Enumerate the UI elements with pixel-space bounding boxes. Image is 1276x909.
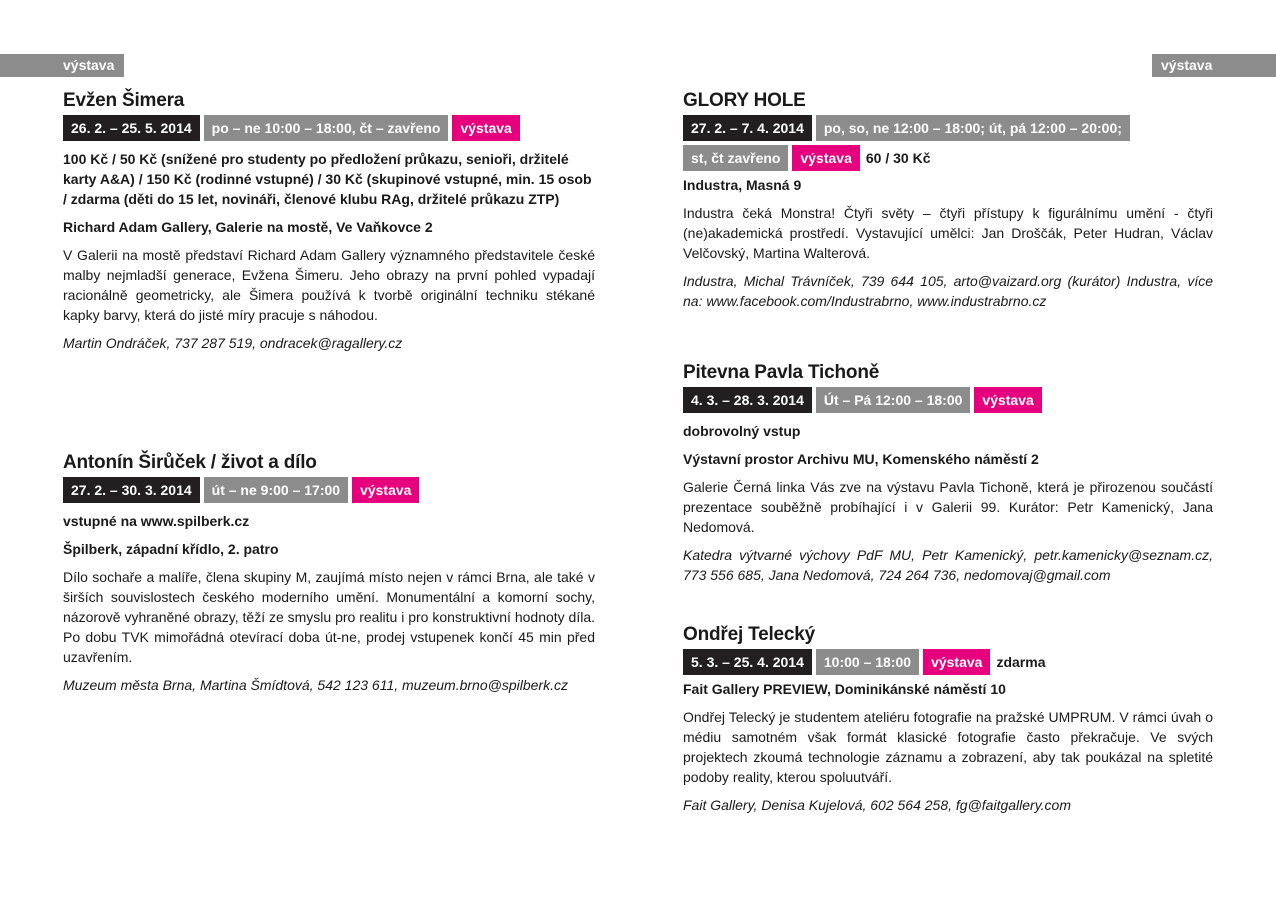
event-tags bbox=[63, 477, 595, 507]
entry-fee: 100 Kč / 50 Kč (snížené pro studenty po předložení průkazu, senioři, držitelé karty A&A) / 150 Kč (rodinné vstupné) / 30 Kč (skupinové vstupné, min. 15 osob / zdarma (děti do 15 let, novináři, členové klubu RAg, držitelé průkazu ZTP) bbox=[63, 151, 592, 207]
hours-badge: po – ne 10:00 – 18:00, čt – zavřeno bbox=[204, 115, 449, 141]
section-tab-left: výstava bbox=[0, 54, 124, 77]
date-badge: 27. 2. – 30. 3. 2014 bbox=[63, 477, 200, 503]
type-badge: výstava bbox=[792, 145, 859, 171]
hours-badge: út – ne 9:00 – 17:00 bbox=[204, 477, 348, 503]
contact: Industra, Michal Trávníček, 739 644 105, arto@vaizard.org (kurátor) Industra, více na: www.facebook.com/Industrabrno, www.industrabrno.cz bbox=[683, 273, 1213, 309]
description: Industra čeká Monstra! Čtyři světy – čtyři přístupy k figurálnímu umění - čtyři (ne)akademická prostředí. Vystavující umělci: Jan Droščák, Peter Hudran, Václav Velčovský, Martina Walterová. bbox=[683, 205, 1213, 261]
event-tags bbox=[683, 387, 1213, 417]
event-tags bbox=[63, 115, 595, 145]
event-tags bbox=[683, 649, 1213, 679]
event-glory-hole bbox=[683, 89, 1213, 311]
type-badge: výstava bbox=[352, 477, 419, 503]
contact: Fait Gallery, Denisa Kujelová, 602 564 258, fg@faitgallery.com bbox=[683, 797, 1072, 813]
event-telecky bbox=[683, 623, 1213, 815]
hours-extra-badge: st, čt zavřeno bbox=[683, 145, 788, 171]
type-badge: výstava bbox=[974, 387, 1041, 413]
venue: Fait Gallery PREVIEW, Dominikánské náměstí 10 bbox=[683, 681, 1006, 697]
hours-badge: po, so, ne 12:00 – 18:00; út, pá 12:00 – 20:00; bbox=[816, 115, 1130, 141]
event-title: GLORY HOLE bbox=[683, 90, 806, 111]
venue: Richard Adam Gallery, Galerie na mostě, Ve Vaňkovce 2 bbox=[63, 219, 433, 235]
event-simera bbox=[63, 89, 595, 353]
event-title: Antonín Širůček / život a dílo bbox=[63, 452, 317, 473]
price-inline: zdarma bbox=[996, 654, 1046, 670]
entry-fee: vstupné na www.spilberk.cz bbox=[63, 513, 250, 529]
event-title: Ondřej Telecký bbox=[683, 624, 816, 645]
date-badge: 26. 2. – 25. 5. 2014 bbox=[63, 115, 200, 141]
event-pitevna bbox=[683, 361, 1213, 585]
contact: Martin Ondráček, 737 287 519, ondracek@ragallery.cz bbox=[63, 335, 403, 351]
event-title: Evžen Šimera bbox=[63, 90, 185, 111]
description: Dílo sochaře a malíře, člena skupiny M, zaujímá místo nejen v rámci Brna, ale také v širších souvislostech českého moderního umění. Monumentální a komorní sochy, názorově vyhraněné obrazy, těží ze smyslu pro realitu i pro konstruktivní hodnoty díla. Po dobu TVK mimořádná otevírací doba út-ne, prodej vstupenek končí 45 min před uzavřením. bbox=[63, 569, 596, 665]
price-inline: 60 / 30 Kč bbox=[865, 150, 931, 166]
section-tab-right: výstava bbox=[1152, 54, 1276, 77]
event-title: Pitevna Pavla Tichoně bbox=[683, 362, 880, 383]
type-badge: výstava bbox=[452, 115, 519, 141]
event-tags bbox=[683, 115, 1213, 175]
date-badge: 27. 2. – 7. 4. 2014 bbox=[683, 115, 812, 141]
date-badge: 4. 3. – 28. 3. 2014 bbox=[683, 387, 812, 413]
type-badge: výstava bbox=[923, 649, 990, 675]
event-sirucek bbox=[63, 451, 595, 695]
venue: Výstavní prostor Archivu MU, Komenského náměstí 2 bbox=[683, 451, 1039, 467]
description: Galerie Černá linka Vás zve na výstavu Pavla Tichoně, která je přirozenou součástí prezentace souběžně probíhající i v Galerii 99. Kurátor: Petr Kamenický, Jana Nedomová. bbox=[683, 479, 1213, 535]
hours-badge: 10:00 – 18:00 bbox=[816, 649, 919, 675]
contact: Muzeum města Brna, Martina Šmídtová, 542 123 611, muzeum.brno@spilberk.cz bbox=[63, 677, 568, 693]
description: Ondřej Telecký je studentem ateliéru fotografie na pražské UMPRUM. V rámci úvah o médiu samotném však formát klasické fotografie často překračuje. Ve svých projektech zkoumá technologie záznamu a zobrazení, aby tak poukázal na spletité podoby reality, kterou spoluutváří. bbox=[683, 709, 1213, 785]
date-badge: 5. 3. – 25. 4. 2014 bbox=[683, 649, 812, 675]
description: V Galerii na mostě představí Richard Adam Gallery významného představitele české malby nejmladší generace, Evžena Šimeru. Jeho obrazy na první pohled vypadají racionálně geometricky, ale Šimera používá k tvorbě originální techniku stékané kapky barvy, která do jisté míry pracuje s náhodou. bbox=[63, 247, 595, 323]
entry-fee: dobrovolný vstup bbox=[683, 423, 801, 439]
contact: Katedra výtvarné výchovy PdF MU, Petr Kamenický, petr.kamenicky@seznam.cz, 773 556 685, Jana Nedomová, 724 264 736, nedomovaj@gmail.com bbox=[683, 547, 1213, 583]
hours-badge: Út – Pá 12:00 – 18:00 bbox=[816, 387, 971, 413]
venue: Špilberk, západní křídlo, 2. patro bbox=[63, 541, 279, 557]
venue: Industra, Masná 9 bbox=[683, 177, 802, 193]
